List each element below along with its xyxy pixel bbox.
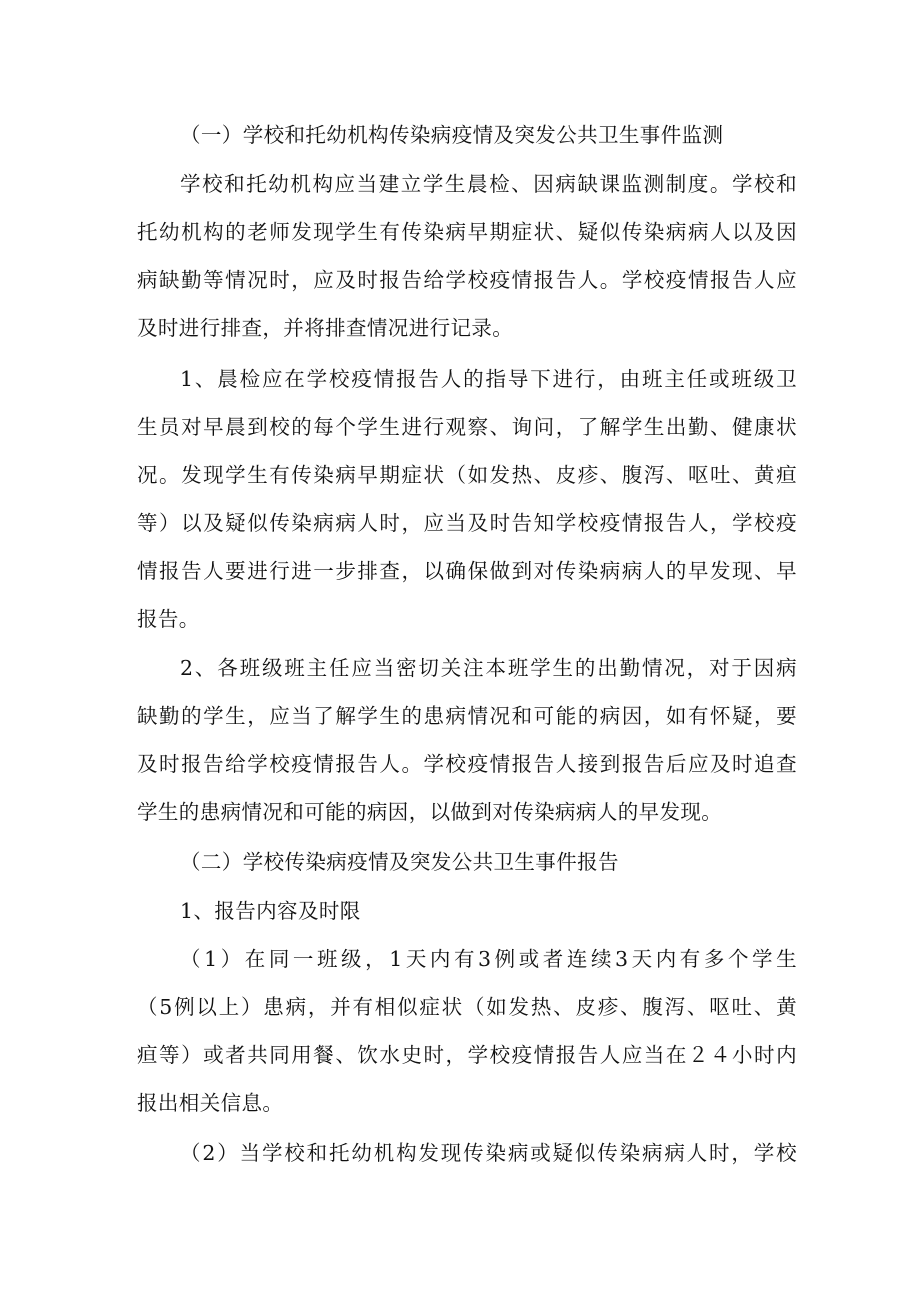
section-heading-2: （二）学校传染病疫情及突发公共卫生事件报告: [180, 850, 619, 874]
paragraph-line: 疸等）或者共同用餐、饮水史时，学校疫情报告人应当在２４小时内: [137, 1043, 797, 1067]
paragraph-line: 及时进行排查，并将排查情况进行记录。: [137, 316, 514, 340]
paragraph-line: 1、晨检应在学校疫情报告人的指导下进行，由班主任或班级卫: [180, 367, 797, 391]
paragraph-line: 托幼机构的老师发现学生有传染病早期症状、疑似传染病病人以及因: [137, 220, 797, 244]
paragraph-line: 学校和托幼机构应当建立学生晨检、因病缺课监测制度。学校和: [180, 172, 797, 196]
paragraph-line: 报告。: [137, 607, 200, 631]
paragraph-line: 及时报告给学校疫情报告人。学校疫情报告人接到报告后应及时追查: [137, 752, 797, 776]
paragraph-line: 等）以及疑似传染病病人时，应当及时告知学校疫情报告人，学校疫: [137, 511, 797, 535]
paragraph-line: 报出相关信息。: [137, 1091, 284, 1115]
paragraph-line: （5例以上）患病，并有相似症状（如发热、皮疹、腹泻、呕吐、黄: [137, 995, 797, 1019]
paragraph-line: 学生的患病情况和可能的病因，以做到对传染病病人的早发现。: [137, 800, 723, 824]
paragraph-line: （1）在同一班级，1天内有3例或者连续3天内有多个学生: [180, 947, 797, 971]
section-heading-1: （一）学校和托幼机构传染病疫情及突发公共卫生事件监测: [180, 123, 724, 147]
paragraph-line: （2）当学校和托幼机构发现传染病或疑似传染病病人时，学校: [180, 1141, 797, 1165]
paragraph-line: 缺勤的学生，应当了解学生的患病情况和可能的病因，如有怀疑，要: [137, 704, 797, 728]
paragraph-line: 情报告人要进行进一步排查，以确保做到对传染病病人的早发现、早: [137, 559, 797, 583]
paragraph-line: 况。发现学生有传染病早期症状（如发热、皮疹、腹泻、呕吐、黄疸: [137, 463, 797, 487]
paragraph-line: 2、各班级班主任应当密切关注本班学生的出勤情况，对于因病: [180, 656, 797, 680]
paragraph-line: 病缺勤等情况时，应及时报告给学校疫情报告人。学校疫情报告人应: [137, 268, 797, 292]
paragraph-line: 生员对早晨到校的每个学生进行观察、询问，了解学生出勤、健康状: [137, 415, 797, 439]
subsection-heading: 1、报告内容及时限: [180, 899, 361, 923]
